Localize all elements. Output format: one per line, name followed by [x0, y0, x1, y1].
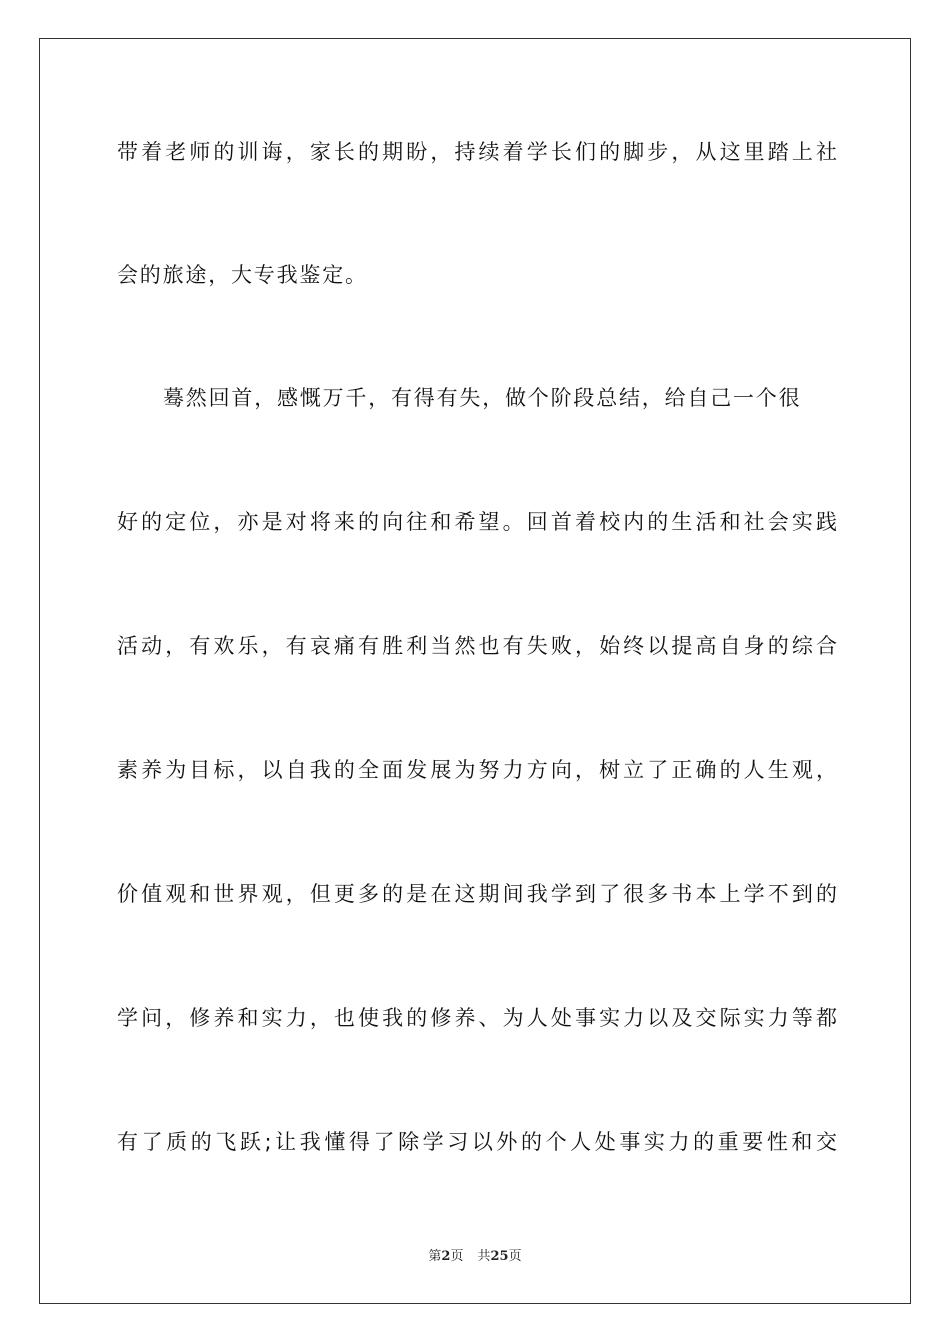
body-text-line-1: 带着老师的训诲，家长的期盼，持续着学长们的脚步，从这里踏上社	[117, 140, 837, 164]
body-text-line-6: 素养为目标，以自我的全面发展为努力方向，树立了正确的人生观，	[117, 758, 837, 782]
paragraph-start-line: 蓦然回首，感慨万千，有得有失，做个阶段总结，给自己一个很	[163, 386, 802, 410]
total-pages-number: 25	[490, 1249, 509, 1264]
body-text-line-2: 会的旅途，大专我鉴定。	[117, 263, 368, 287]
page-footer	[0, 1248, 950, 1266]
body-text-line-8: 学问，修养和实力，也使我的修养、为人处事实力以及交际实力等都	[117, 1006, 837, 1030]
total-label-prefix: 共	[477, 1249, 491, 1264]
body-text-line-4: 好的定位，亦是对将来的向往和希望。回首着校内的生活和社会实践	[117, 510, 837, 534]
current-page-number: 2	[441, 1249, 451, 1264]
page-label-suffix: 页	[450, 1249, 464, 1264]
body-text-line-9: 有了质的飞跃;让我懂得了除学习以外的个人处事实力的重要性和交	[117, 1130, 837, 1154]
page-label-prefix: 第	[428, 1249, 442, 1264]
body-text-line-7: 价值观和世界观，但更多的是在这期间我学到了很多书本上学不到的	[117, 882, 837, 906]
body-text-line-5: 活动，有欢乐，有哀痛有胜利当然也有失败，始终以提高自身的综合	[117, 634, 837, 658]
page-border	[39, 38, 911, 1304]
total-label-suffix: 页	[508, 1249, 522, 1264]
